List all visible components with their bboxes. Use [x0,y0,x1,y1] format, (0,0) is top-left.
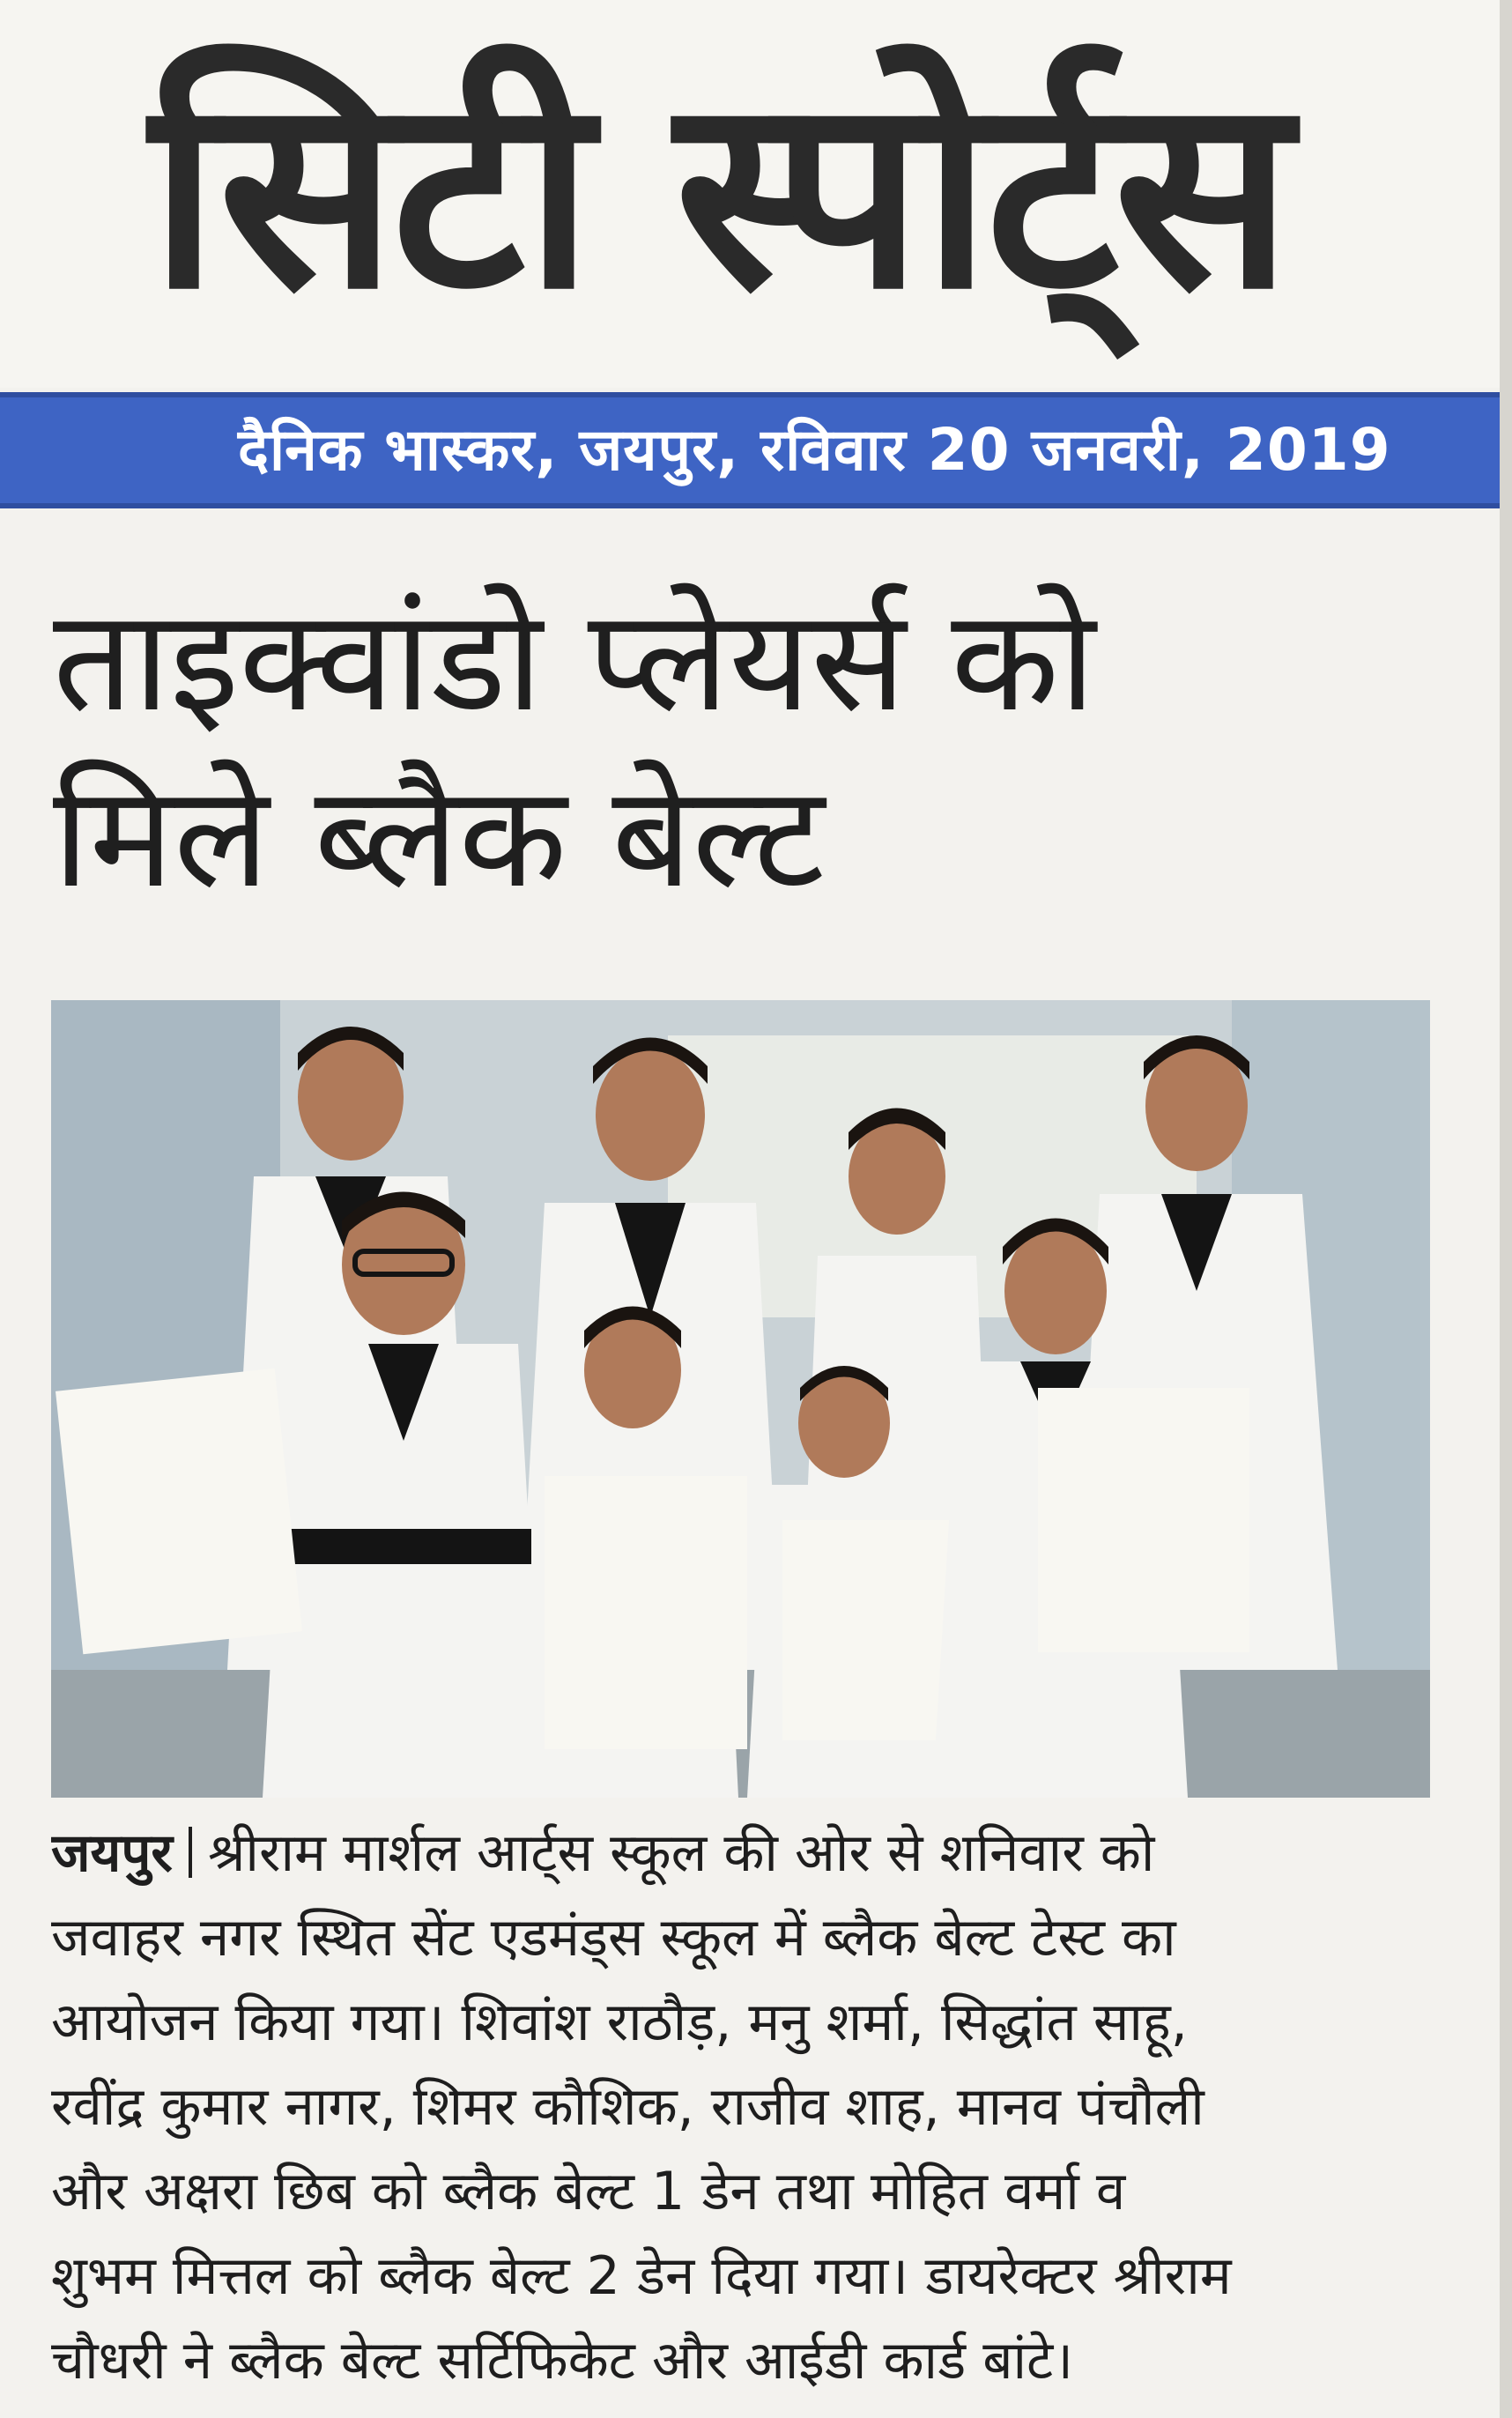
body-line-3: आयोजन किया गया। शिवांश राठौड़, मनु शर्मा, सिद्धांत साहू, [51,1992,1188,2053]
article-city: जयपुर [51,1822,173,1884]
headline-line-1: ताइक्वांडो प्लेयर्स को [53,578,1096,743]
body-line-7: चौधरी ने ब्लैक बेल्ट सर्टिफिकेट और आईडी कार्ड बांटे। [51,2330,1074,2392]
photo-illustration [51,1000,1430,1798]
body-line-4: रवींद्र कुमार नागर, शिमर कौशिक, राजीव शाह, मानव पंचौली [51,2076,1204,2138]
body-line-6: शुभम मित्तल को ब्लैक बेल्ट 2 डेन दिया गया। डायरेक्टर श्रीराम [51,2245,1232,2307]
body-line-2: जवाहर नगर स्थित सेंट एडमंड्स स्कूल में ब्लैक बेल्ट टेस्ट का [51,1907,1176,1969]
masthead [0,0,1512,388]
body-line-1-text: श्रीराम मार्शल आर्ट्स स्कूल की ओर से शनिवार को [207,1822,1155,1884]
article-body [51,1811,1434,2403]
news-photo [51,1000,1430,1798]
dateline-bar [0,392,1512,508]
masthead-title: सिटी स्पोर्ट्स [150,40,1287,347]
article-headline [53,573,1463,925]
headline-line-2: मिले ब्लैक बेल्ट [53,754,825,919]
city-separator [189,1827,192,1878]
page-edge [1500,0,1512,2418]
body-line-5: और अक्षरा छिब को ब्लैक बेल्ट 1 डेन तथा मोहित वर्मा व [51,2161,1126,2222]
body-line-1 [51,1811,1434,1895]
dateline-text: दैनिक भास्कर, जयपुर, रविवार 20 जनवरी, 2019 [238,416,1391,484]
